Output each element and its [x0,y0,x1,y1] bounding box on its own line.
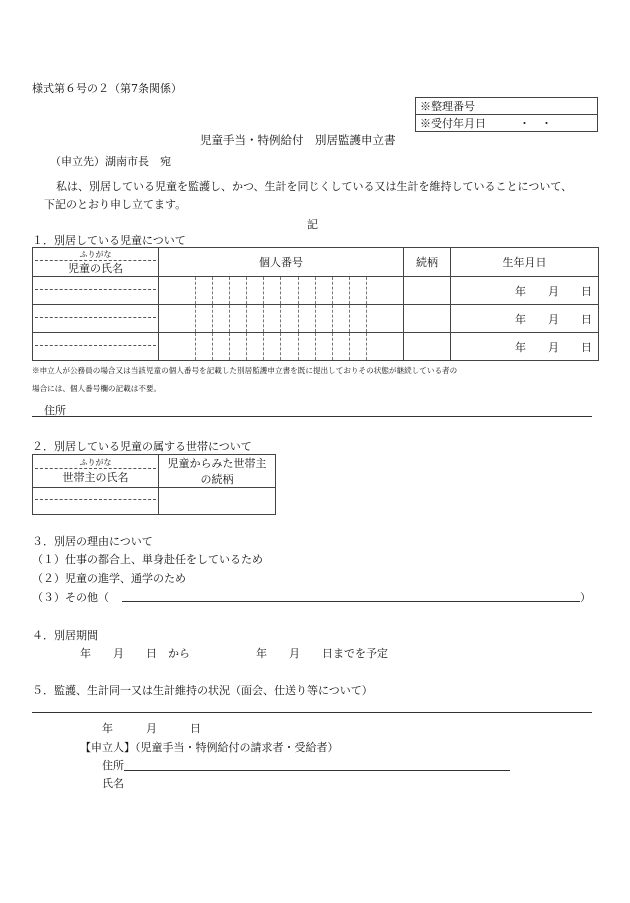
birthdate-cell[interactable]: 年 月 日 [451,305,599,333]
child-address-label: 住所 [44,404,66,417]
applicant-address-line[interactable] [124,770,510,771]
applicant-address-label: 住所 [102,759,124,772]
reason-option-3-close: ） [580,591,591,604]
ki-label: 記 [307,218,318,231]
applicant-name-label: 氏名 [102,777,124,790]
document-title: 児童手当・特例給付 別居監護申立書 [200,133,396,147]
separation-period[interactable]: 年 月 日 から 年 月 日までを予定 [80,647,388,660]
householder-name-label: 世帯主の氏名 [62,470,129,484]
child-name-header [33,248,159,277]
note-line1: ※申立人が公務員の場合又は当該児童の個人番号を記載した別居監護申立書を既に提出しておりその状態が継続している者の [32,366,458,375]
mynumber-cell[interactable] [159,277,404,305]
reference-number-field: ※整理番号 [416,98,598,115]
note-line2: 場合には、個人番号欄の記載は不要。 [32,384,162,393]
furigana-label: ふりがな [79,249,112,259]
form-id: 様式第６号の２（第7条関係） [32,82,182,95]
intro-text-line2: 下記のとおり申し立てます。 [44,198,187,211]
intro-text-line1: 私は、別居している児童を監護し、かつ、生計を同じくしている又は生計を維持していることについて、 [56,180,573,193]
child-name-label: 児童の氏名 [68,261,123,275]
child-row [33,305,599,333]
household-table [32,454,276,515]
householder-name-header [33,455,159,488]
relation-header-line2: の続柄 [200,473,234,486]
relation-cell[interactable] [404,305,451,333]
signature-date[interactable]: 年 月 日 [102,722,201,735]
section4-heading: ４．別居期間 [32,629,98,642]
mynumber-cell[interactable] [159,333,404,361]
relation-header: 続柄 [404,248,451,277]
mynumber-header: 個人番号 [159,248,404,277]
child-row [33,333,599,361]
child-address-line[interactable] [32,416,592,417]
section5-heading: ５．監護、生計同一又は生計維持の状況（面会、仕送り等について） [32,684,373,697]
birthdate-cell[interactable]: 年 月 日 [451,333,599,361]
reason-option-2[interactable]: （２）児童の進学、通学のため [32,572,186,585]
householder-relation-header [159,455,276,488]
relation-header-line1: 児童からみた世帯主 [167,457,267,470]
birthdate-cell[interactable]: 年 月 日 [451,277,599,305]
applicant-label: 【申立人】（児童手当・特例給付の請求者・受給者） [80,741,339,754]
child-name-cell[interactable] [33,277,159,305]
birthdate-header: 生年月日 [451,248,599,277]
reason-option-1[interactable]: （１）仕事の都合上、単身赴任をしているため [32,553,263,566]
other-reason-line[interactable] [122,601,580,602]
section3-heading: ３．別居の理由について [32,535,153,548]
child-name-cell[interactable] [33,305,159,333]
addressee: （申立先）湖南市長 宛 [50,155,171,168]
householder-relation-cell[interactable] [159,488,276,515]
child-row [33,277,599,305]
mynumber-cell[interactable] [159,305,404,333]
relation-cell[interactable] [404,333,451,361]
reason-option-3[interactable]: （３）その他（ [32,591,109,604]
relation-cell[interactable] [404,277,451,305]
furigana-label: ふりがな [79,457,112,467]
section2-heading: ２．別居している児童の属する世帯について [32,440,252,453]
child-name-cell[interactable] [33,333,159,361]
householder-name-cell[interactable] [33,488,159,515]
child-table [32,247,599,361]
section1-heading: １．別居している児童について [32,234,186,247]
admin-box [415,97,598,132]
situation-line[interactable] [32,712,592,713]
receipt-date-field: ※受付年月日 ・ ・ [416,115,598,132]
